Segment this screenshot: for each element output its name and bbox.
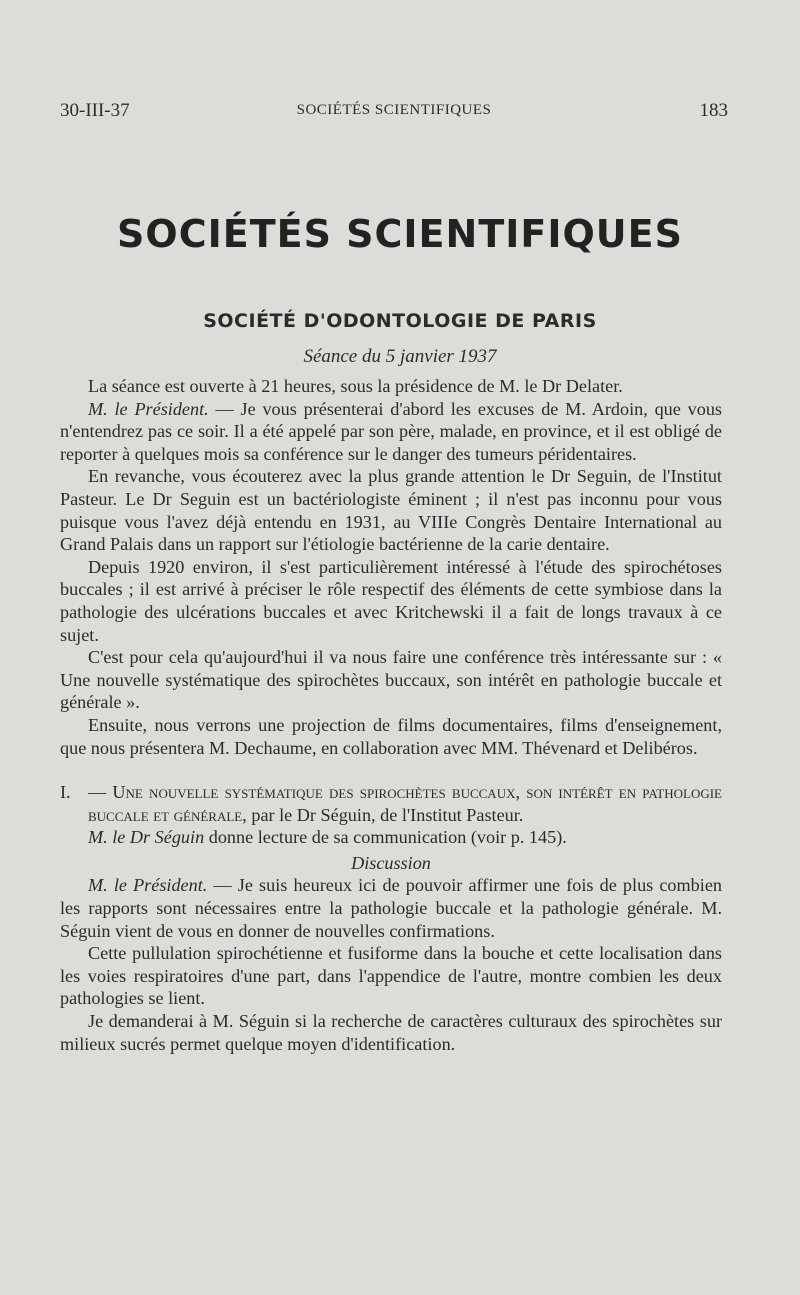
- paragraph-films: Ensuite, nous verrons une projection de films documentaires, films d'enseignement, que nous présentera M. Dechaume, en collaboration avec MM. Thévenard et Delibéros.: [60, 714, 722, 758]
- paragraph-discussion-president: [60, 874, 722, 942]
- paragraph-seguin-intro: En revanche, vous écouterez avec la plus grande attention le Dr Seguin, de l'Institut Pasteur. Le Dr Seguin est un bactériologiste éminent ; il n'est pas inconnu pour vous puisque vous l'avez déjà entendu en 1931, au VIIIe Congrès Dentaire International au Grand Palais dans un rapport sur l'étiologie bactérienne de la carie dentaire.: [60, 466, 722, 555]
- section-i-heading: [60, 781, 722, 826]
- section-affiliation: de l'Institut Pasteur.: [375, 804, 524, 825]
- header-date: 30-III-37: [60, 100, 130, 121]
- speaker-text: — Je vous présenterai d'abord les excuses de M. Ardoin, que vous n'entendrez pas ce soir. Il a été appelé par son père, malade, en province, et il est obligé de reporter à quelques mois sa conférence sur le danger des tumeurs péridentaires.: [60, 398, 723, 464]
- section-number: I.: [60, 782, 71, 803]
- speaker-label: M. le Président.: [88, 398, 209, 419]
- section-title: — Une nouvelle systématique des spirochètes buccaux, son intérêt en pathologie buccale et générale,: [88, 782, 722, 825]
- paragraph-discussion-question: Je demanderai à M. Séguin si la recherche de caractères culturaux des spirochètes sur milieux sucrés permet quelque moyen d'identification.: [60, 1011, 722, 1054]
- discussion-heading: Discussion: [351, 852, 431, 873]
- paragraph-lecture: [60, 826, 722, 849]
- article-body: [60, 375, 722, 1055]
- discussion-text: — Je suis heureux ici de pouvoir affirmer une fois de plus combien les rapports sont nécessaires entre la pathologie buccale et la pathologie générale. M. Séguin vient de vous en donner de nouvelles confirmations.: [60, 875, 722, 941]
- paragraph-spirochetoses: Depuis 1920 environ, il s'est particulièrement intéressé à l'étude des spirochétoses buccales ; il est arrivé à préciser le rôle respectif des éléments de cette symbiose dans la pathologie des ulcérations buccales et avec Kritchewski il a fait de longs travaux à ce sujet.: [60, 556, 722, 645]
- section-author: par le Dr Séguin,: [246, 804, 376, 825]
- lecture-speaker: M. le Dr Séguin: [88, 827, 205, 848]
- paragraph-president-excuses: [60, 398, 722, 466]
- page-title: SOCIÉTÉS SCIENTIFIQUES: [117, 212, 683, 256]
- society-heading: SOCIÉTÉ D'ODONTOLOGIE DE PARIS: [203, 310, 597, 332]
- running-header: [60, 100, 728, 130]
- paragraph-opening: La séance est ouverte à 21 heures, sous la présidence de M. le Dr Delater.: [88, 376, 623, 396]
- paragraph-discussion-pullulation: Cette pullulation spirochétienne et fusiforme dans la bouche et cette localisation dans les voies respiratoires d'une part, dans l'appendice de l'autre, montre combien les deux pathologies se lient.: [60, 943, 722, 1009]
- header-section-title: SOCIÉTÉS SCIENTIFIQUES: [296, 102, 492, 118]
- lecture-text: donne lecture de sa communication (voir p. 145).: [204, 827, 567, 848]
- paragraph-conference: C'est pour cela qu'aujourd'hui il va nous faire une conférence très intéressante sur : « Une nouvelle systématique des spirochètes buccaux, son intérêt en pathologie buccale et générale ».: [60, 647, 722, 713]
- discussion-speaker: M. le Président.: [88, 875, 208, 896]
- page-number: 183: [699, 100, 728, 121]
- session-date: Séance du 5 janvier 1937: [303, 346, 497, 367]
